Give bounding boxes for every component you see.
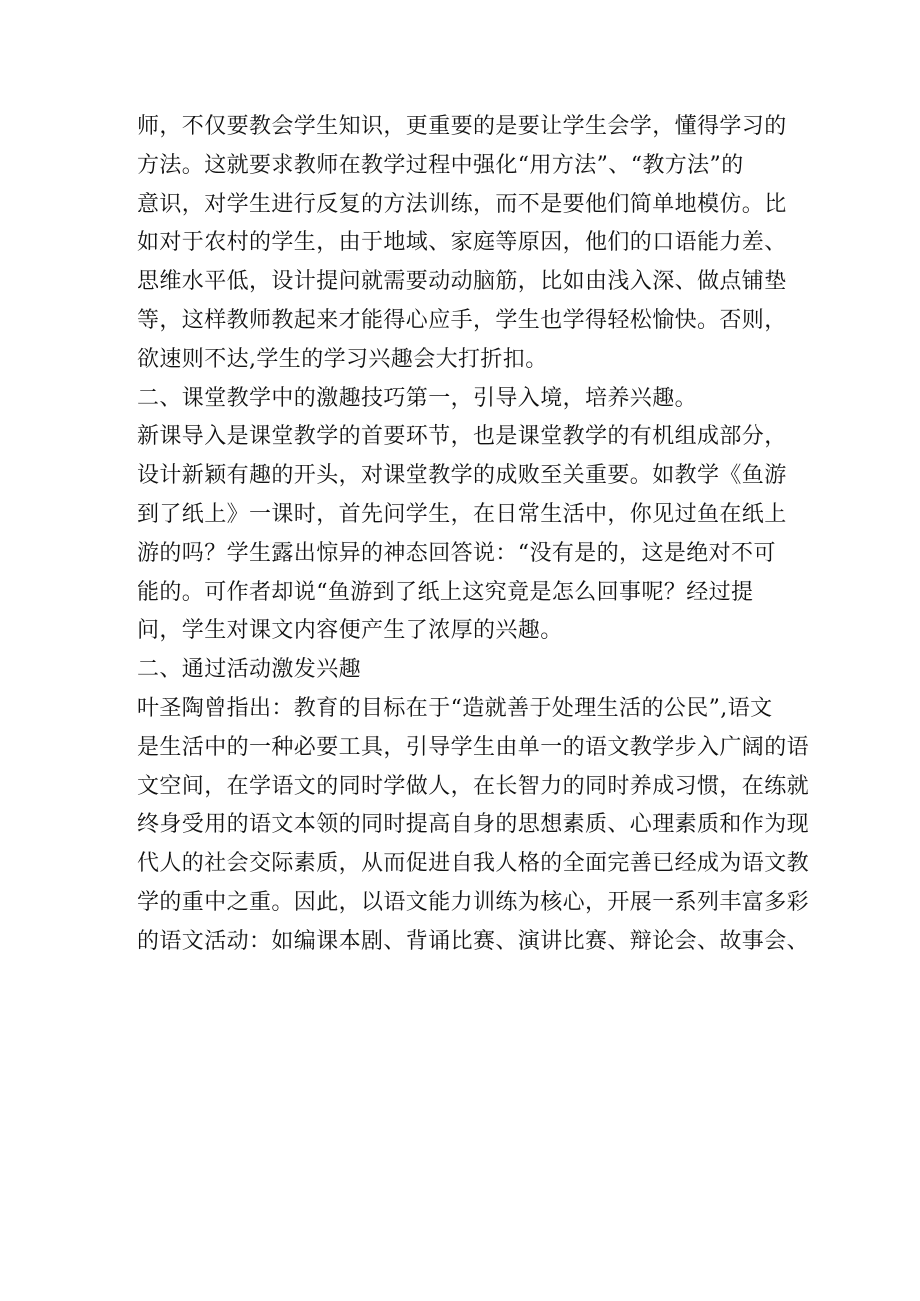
text-line: 意识，对学生进行反复的方法训练，而不是要他们简单地模仿。比 <box>137 191 787 217</box>
text-line: 思维水平低，设计提问就需要动动脑筋，比如由浅入深、做点铺垫 <box>137 269 787 295</box>
text-line: 师，不仅要教会学生知识，更重要的是要让学生会学，懂得学习的 <box>137 114 787 139</box>
text-line: 文空间，在学语文的同时学做人，在长智力的同时养成习惯，在练就 <box>137 773 810 799</box>
text-line: 等，这样教师教起来才能得心应手，学生也学得轻松愉快。否则， <box>137 307 787 333</box>
text-line: 代人的社会交际素质，从而促进自我人格的全面完善已经成为语文教 <box>137 851 810 877</box>
text-line: 能的。可作者却说“鱼游到了纸上这究竟是怎么回事呢？经过提 <box>137 579 754 605</box>
text-line: 新课导入是课堂教学的首要环节，也是课堂教学的有机组成部分， <box>137 424 787 450</box>
text-line: 的语文活动：如编课本剧、背诵比赛、演讲比赛、辩论会、故事会、 <box>137 928 810 954</box>
text-line: 设计新颖有趣的开头，对课堂教学的成败至关重要。如教学《鱼游 <box>137 463 787 489</box>
text-line: 学的重中之重。因此，以语文能力训练为核心，开展一系列丰富多彩 <box>137 889 810 915</box>
text-line: 欲速则不达,学生的学习兴趣会大打折扣。 <box>137 346 548 372</box>
text-line: 方法。这就要求教师在教学过程中强化“用方法”、“教方法”的 <box>137 152 744 178</box>
text-line: 是生活中的一种必要工具，引导学生由单一的语文教学步入广阔的语 <box>137 734 810 760</box>
text-line: 问，学生对课文内容便产生了浓厚的兴趣。 <box>137 618 563 644</box>
section-heading: 二、通过活动激发兴趣 <box>137 657 362 683</box>
text-line: 到了纸上》一课时，首先问学生，在日常生活中，你见过鱼在纸上 <box>137 501 787 527</box>
text-line: 叶圣陶曾指出：教育的目标在于“造就善于处理生活的公民”,语文 <box>137 695 773 721</box>
text-line: 游的吗？学生露出惊异的神态回答说：“没有是的，这是绝对不可 <box>137 540 776 566</box>
body-text <box>137 108 837 962</box>
text-line: 如对于农村的学生，由于地域、家庭等原因，他们的口语能力差、 <box>137 230 787 256</box>
section-heading: 二、课堂教学中的激趣技巧第一，引导入境，培养兴趣。 <box>137 385 698 411</box>
text-line: 终身受用的语文本领的同时提高自身的思想素质、心理素质和作为现 <box>137 812 810 838</box>
